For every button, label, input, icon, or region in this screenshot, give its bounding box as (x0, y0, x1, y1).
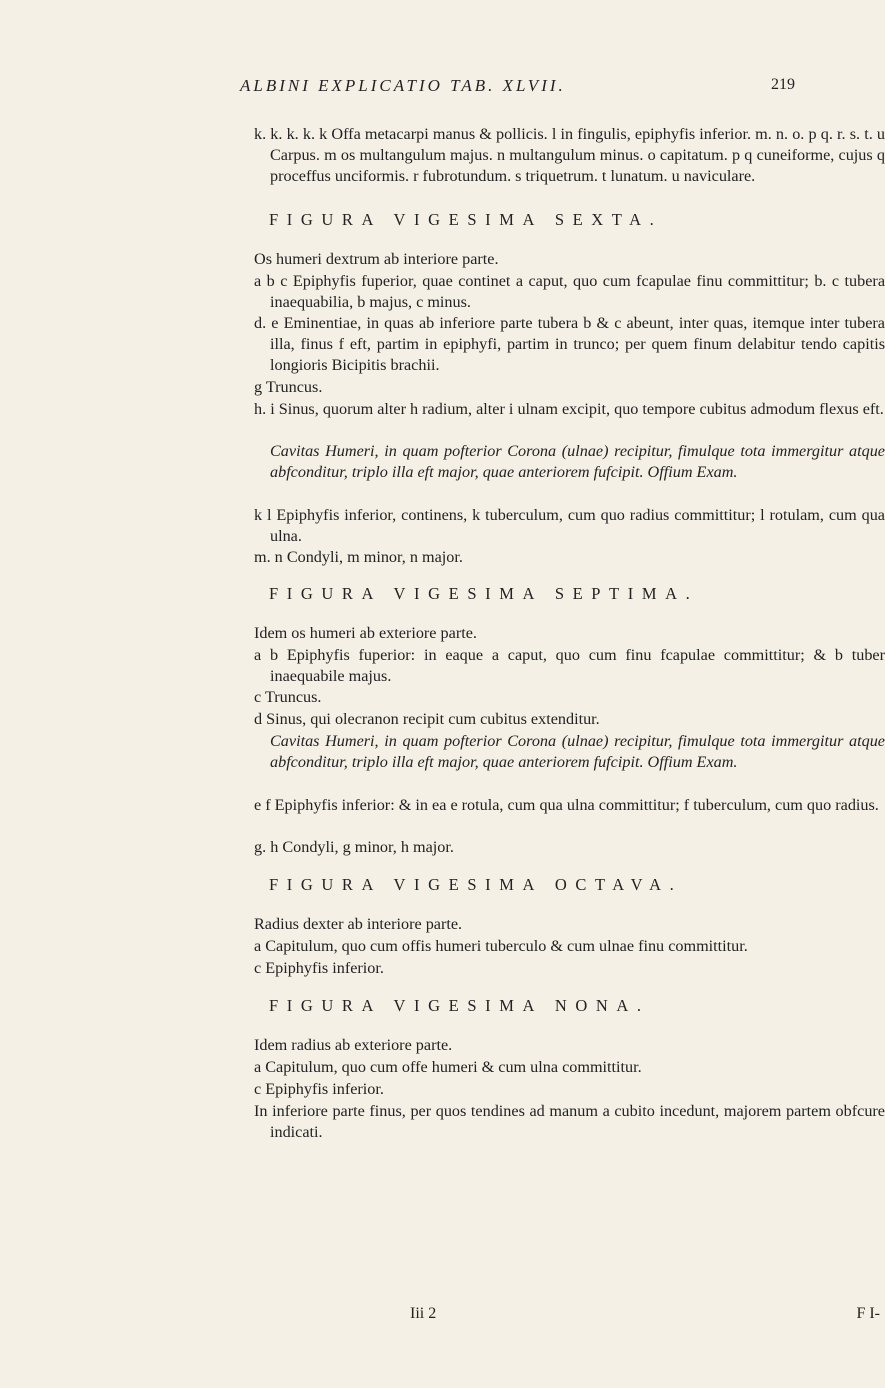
paragraph-epiphysis-superior: a b c Epiphyfis fuperior, quae continet a caput, quo cum fcapulae finu committitur; b. c tubera inaequabilia, b majus, c minus. (254, 272, 885, 312)
running-title: ALBINI EXPLICATIO TAB. XLVII. (240, 76, 566, 95)
paragraph-truncus-27: c Truncus. (254, 688, 322, 706)
paragraph-truncus: g Truncus. (254, 378, 323, 396)
page-number: 219 (771, 76, 795, 93)
paragraph-intro-26: Os humeri dextrum ab interiore parte. (254, 250, 499, 268)
paragraph-intro-27: Idem os humeri ab exteriore parte. (254, 624, 477, 642)
paragraph-epiphysis-inferior-27: e f Epiphyfis inferior: & in ea e rotula, cum qua ulna committitur; f tuberculum, cum quo radius. (254, 796, 879, 814)
figure-heading-28: FIGURA VIGESIMA OCTAVA. (269, 875, 683, 894)
figure-heading-27: FIGURA VIGESIMA SEPTIMA. (269, 584, 699, 603)
paragraph-condyli-27: g. h Condyli, g minor, h major. (254, 838, 454, 856)
paragraph-epiphysis-superior-27: a b Epiphyfis fuperior: in eaque a caput, quo cum finu fcapulae committitur; & b tuber inaequabile majus. (254, 646, 885, 686)
paragraph-sinus: h. i Sinus, quorum alter h radium, alter i ulnam excipit, quo tempore cubitus admodum flexus eft. (254, 400, 884, 418)
running-header (200, 76, 795, 104)
figure-heading-29: FIGURA VIGESIMA NONA. (269, 996, 650, 1015)
figure-heading-26: FIGURA VIGESIMA SEXTA. (269, 210, 663, 229)
paragraph-sinus-27: d Sinus, qui olecranon recipit cum cubitus extenditur. (254, 710, 600, 728)
paragraph-capitulum-29: a Capitulum, quo cum offe humeri & cum ulna committitur. (254, 1058, 642, 1076)
paragraph-quote-cavitas: Cavitas Humeri, in quam pofterior Corona (ulnae) recipitur, fimulque tota immergitur atque abfconditur, triplo illa eft major, quae anteriorem fufcipit. Offium Exam. (270, 442, 885, 482)
catchword: F I- (856, 1305, 880, 1322)
paragraph-eminentiae: d. e Eminentiae, in quas ab inferiore parte tubera b & c abeunt, inter quas, itemque inter tubera illa, finus f eft, partim in epiphyfi, partim in trunco; per quem finum delabitur tendo capitis longioris Bicipitis brachii. (254, 314, 885, 375)
paragraph-intro-29: Idem radius ab exteriore parte. (254, 1036, 453, 1054)
paragraph-quote-cavitas-27: Cavitas Humeri, in quam pofterior Corona (ulnae) recipitur, fimulque tota immergitur atque abfconditur, triplo illa eft major, quae anteriorem fufcipit. Offium Exam. (270, 732, 885, 772)
paragraph-condyli: m. n Condyli, m minor, n major. (254, 548, 463, 566)
page-footer (240, 1305, 880, 1329)
paragraph-epiphysis-inferior: k l Epiphyfis inferior, continens, k tuberculum, cum quo radius committitur; l rotulam, cum qua ulna. (254, 506, 885, 546)
paragraph-metacarpus: k. k. k. k. k Offa metacarpi manus & pollicis. l in fingulis, epiphyfis inferior. m. n. o. p q. r. s. t. u Carpus. m os multangulum majus. n multangulum minus. o capitatum. p q cuneiforme, cujus q proceffus unciformis. r fubrotundum. s triquetrum. t lunatum. u naviculare. (254, 125, 885, 186)
paragraph-capitulum-28: a Capitulum, quo cum offis humeri tuberculo & cum ulnae finu committitur. (254, 937, 748, 955)
signature-mark: Iii 2 (410, 1305, 437, 1322)
paragraph-intro-28: Radius dexter ab interiore parte. (254, 915, 463, 933)
paragraph-inferior-sinus: In inferiore parte finus, per quos tendines ad manum a cubito incedunt, majorem partem obfcure indicati. (254, 1102, 885, 1142)
paragraph-epiphysis-28: c Epiphyfis inferior. (254, 959, 384, 977)
paragraph-epiphysis-29: c Epiphyfis inferior. (254, 1080, 384, 1098)
